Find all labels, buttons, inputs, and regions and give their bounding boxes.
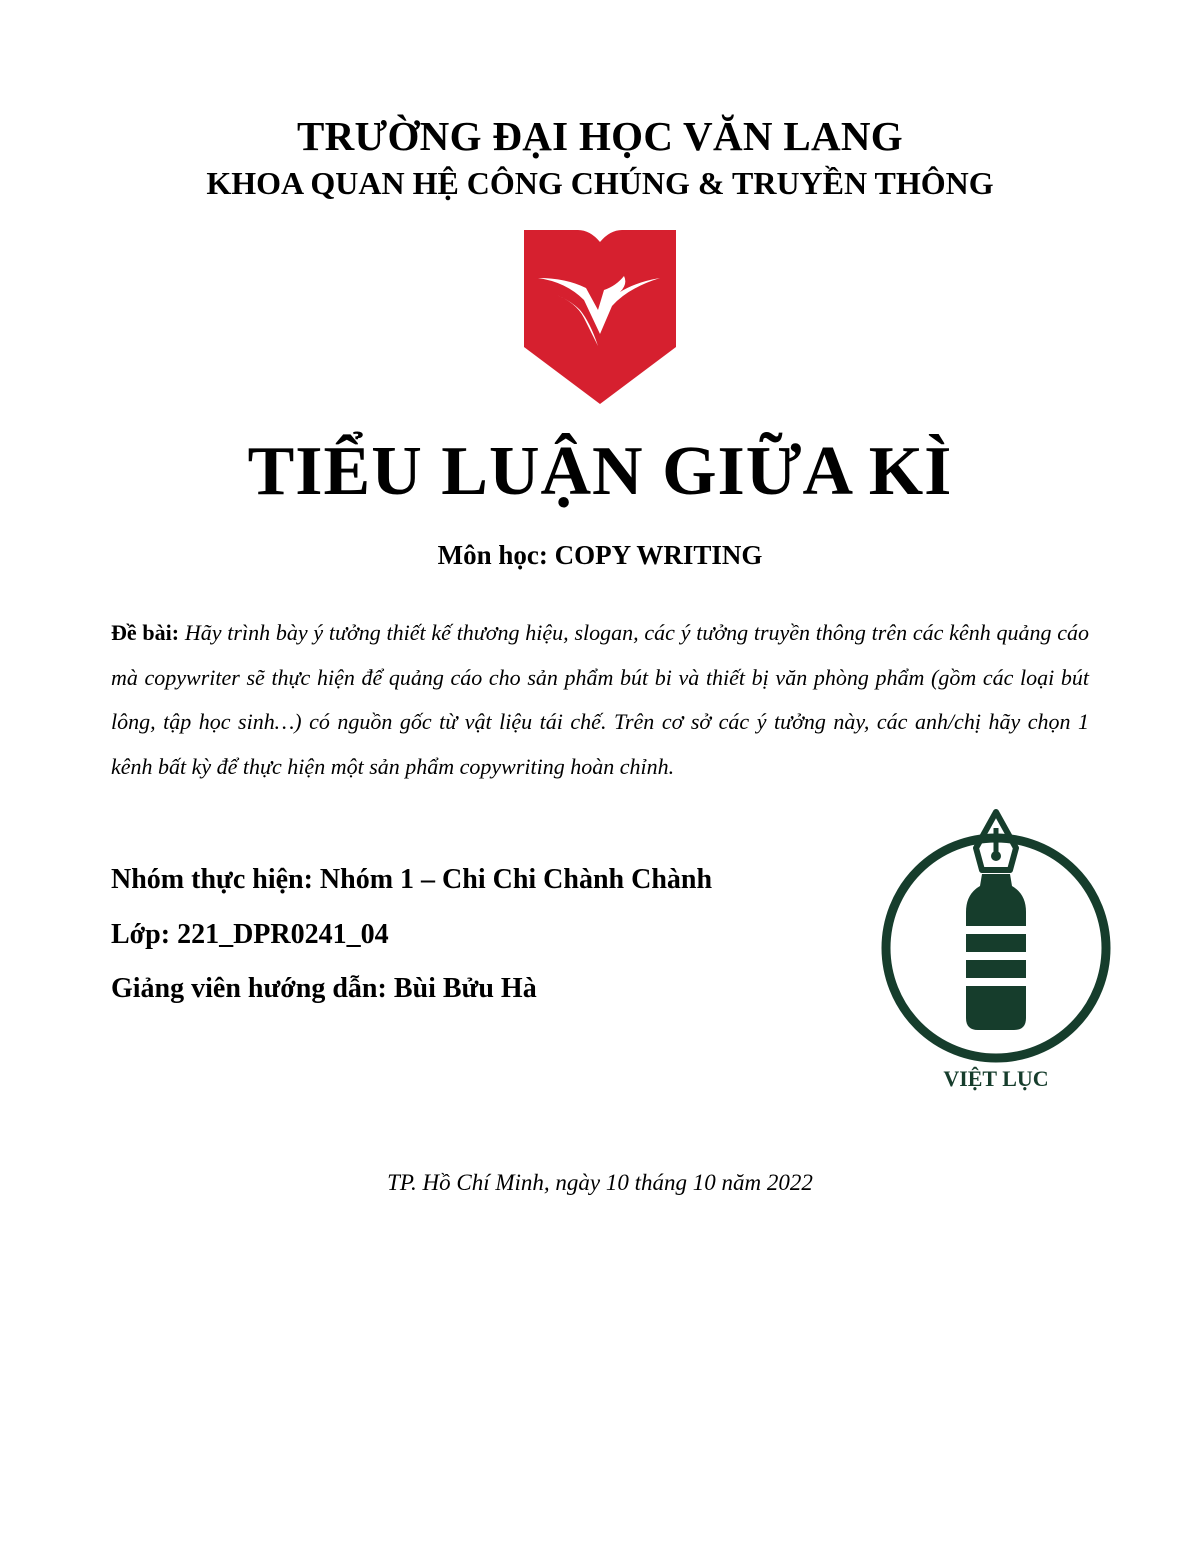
assignment-paragraph [111, 611, 1089, 789]
subject-line: Môn học: COPY WRITING [437, 540, 763, 570]
pen-nib-icon [976, 812, 1016, 870]
university-name: TRƯỜNG ĐẠI HỌC VĂN LANG [297, 113, 903, 159]
university-logo [520, 222, 680, 408]
bottle-body-icon [966, 874, 1026, 1030]
group-info: Nhóm thực hiện: Nhóm 1 – Chi Chi Chành Chành [111, 864, 713, 895]
brand-logo-text: VIỆT LỤC [943, 1066, 1049, 1091]
date-line: TP. Hồ Chí Minh, ngày 10 tháng 10 năm 2022 [387, 1170, 813, 1195]
faculty-name: KHOA QUAN HỆ CÔNG CHÚNG & TRUYỀN THÔNG [206, 165, 994, 201]
assignment-label: Đề bài: [111, 620, 180, 645]
assignment-text: Hãy trình bày ý tưởng thiết kế thương hiệu, slogan, các ý tưởng truyền thông trên các kênh quảng cáo mà copywriter sẽ thực hiện để quảng cáo cho sản phẩm bút bi và thiết bị văn phòng phẩm (gồm các loại bút lông, tập học sinh…) có nguồn gốc từ vật liệu tái chế. Trên cơ sở các ý tưởng này, các anh/chị hãy chọn 1 kênh bất kỳ để thực hiện một sản phẩm copywriting hoàn chỉnh. [111, 620, 1090, 779]
lecturer-info: Giảng viên hướng dẫn: Bùi Bửu Hà [111, 973, 537, 1004]
brand-logo [878, 808, 1114, 1098]
class-info: Lớp: 221_DPR0241_04 [111, 919, 389, 950]
document-title: TIỂU LUẬN GIỮA KÌ [247, 433, 953, 510]
